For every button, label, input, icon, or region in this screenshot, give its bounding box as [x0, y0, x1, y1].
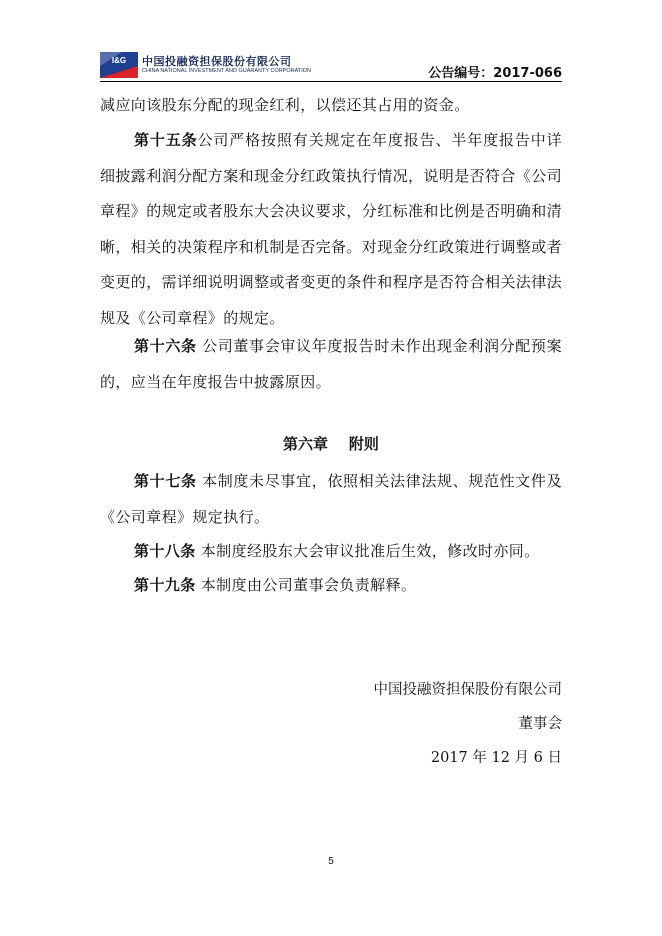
- article-17: [100, 464, 562, 535]
- carry-over-paragraph: [100, 88, 562, 124]
- article-16: [100, 329, 562, 400]
- article-19-label: 第十九条: [134, 576, 196, 594]
- company-name-en: CHINA NATIONAL INVESTMENT AND GUARANTY CORPORATION: [142, 68, 311, 74]
- article-19-text: 本制度由公司董事会负责解释。: [200, 576, 417, 594]
- page-number: 5: [328, 856, 334, 867]
- article-15: [100, 123, 562, 336]
- logo-text: I&G: [111, 56, 127, 65]
- header-divider: [100, 81, 562, 82]
- company-logo: [100, 52, 138, 78]
- page-header: [100, 50, 562, 80]
- article-15-label: 第十五条: [134, 131, 198, 149]
- article-16-text: 公司董事会审议年度报告时未作出现金利润分配预案的，应当在年度报告中披露原因。: [100, 337, 562, 391]
- company-name-cn: 中国投融资担保股份有限公司: [142, 55, 292, 68]
- article-18-text: 本制度经股东大会审议批准后生效，修改时亦同。: [200, 542, 540, 560]
- chapter-title: 第六章 附则: [283, 435, 379, 453]
- article-19: [100, 568, 562, 604]
- article-17-text: 本制度未尽事宜，依照相关法律法规、规范性文件及《公司章程》规定执行。: [100, 472, 562, 526]
- article-16-label: 第十六条: [134, 337, 197, 355]
- article-17-label: 第十七条: [134, 472, 197, 490]
- article-18: [100, 534, 562, 570]
- carry-over-text: 减应向该股东分配的现金红利，以偿还其占用的资金。: [100, 96, 470, 114]
- article-18-label: 第十八条: [134, 542, 196, 560]
- notice-number: 公告编号：2017-066: [428, 66, 562, 81]
- signature-company: 中国投融资担保股份有限公司: [373, 682, 562, 698]
- article-15-text: 公司严格按照有关规定在年度报告、半年度报告中详细披露利润分配方案和现金分红政策执行情况，说明是否符合《公司章程》的规定或者股东大会决议要求，分红标准和比例是否明确和清晰，相关的决策程序和机制是否完备。对现金分红政策进行调整或者变更的，需详细说明调整或者变更的条件和程序是否符合相关法律法规及《公司章程》的规定。: [100, 131, 563, 327]
- signature-date: 2017 年 12 月 6 日: [430, 750, 562, 766]
- signature-board: 董事会: [518, 716, 562, 732]
